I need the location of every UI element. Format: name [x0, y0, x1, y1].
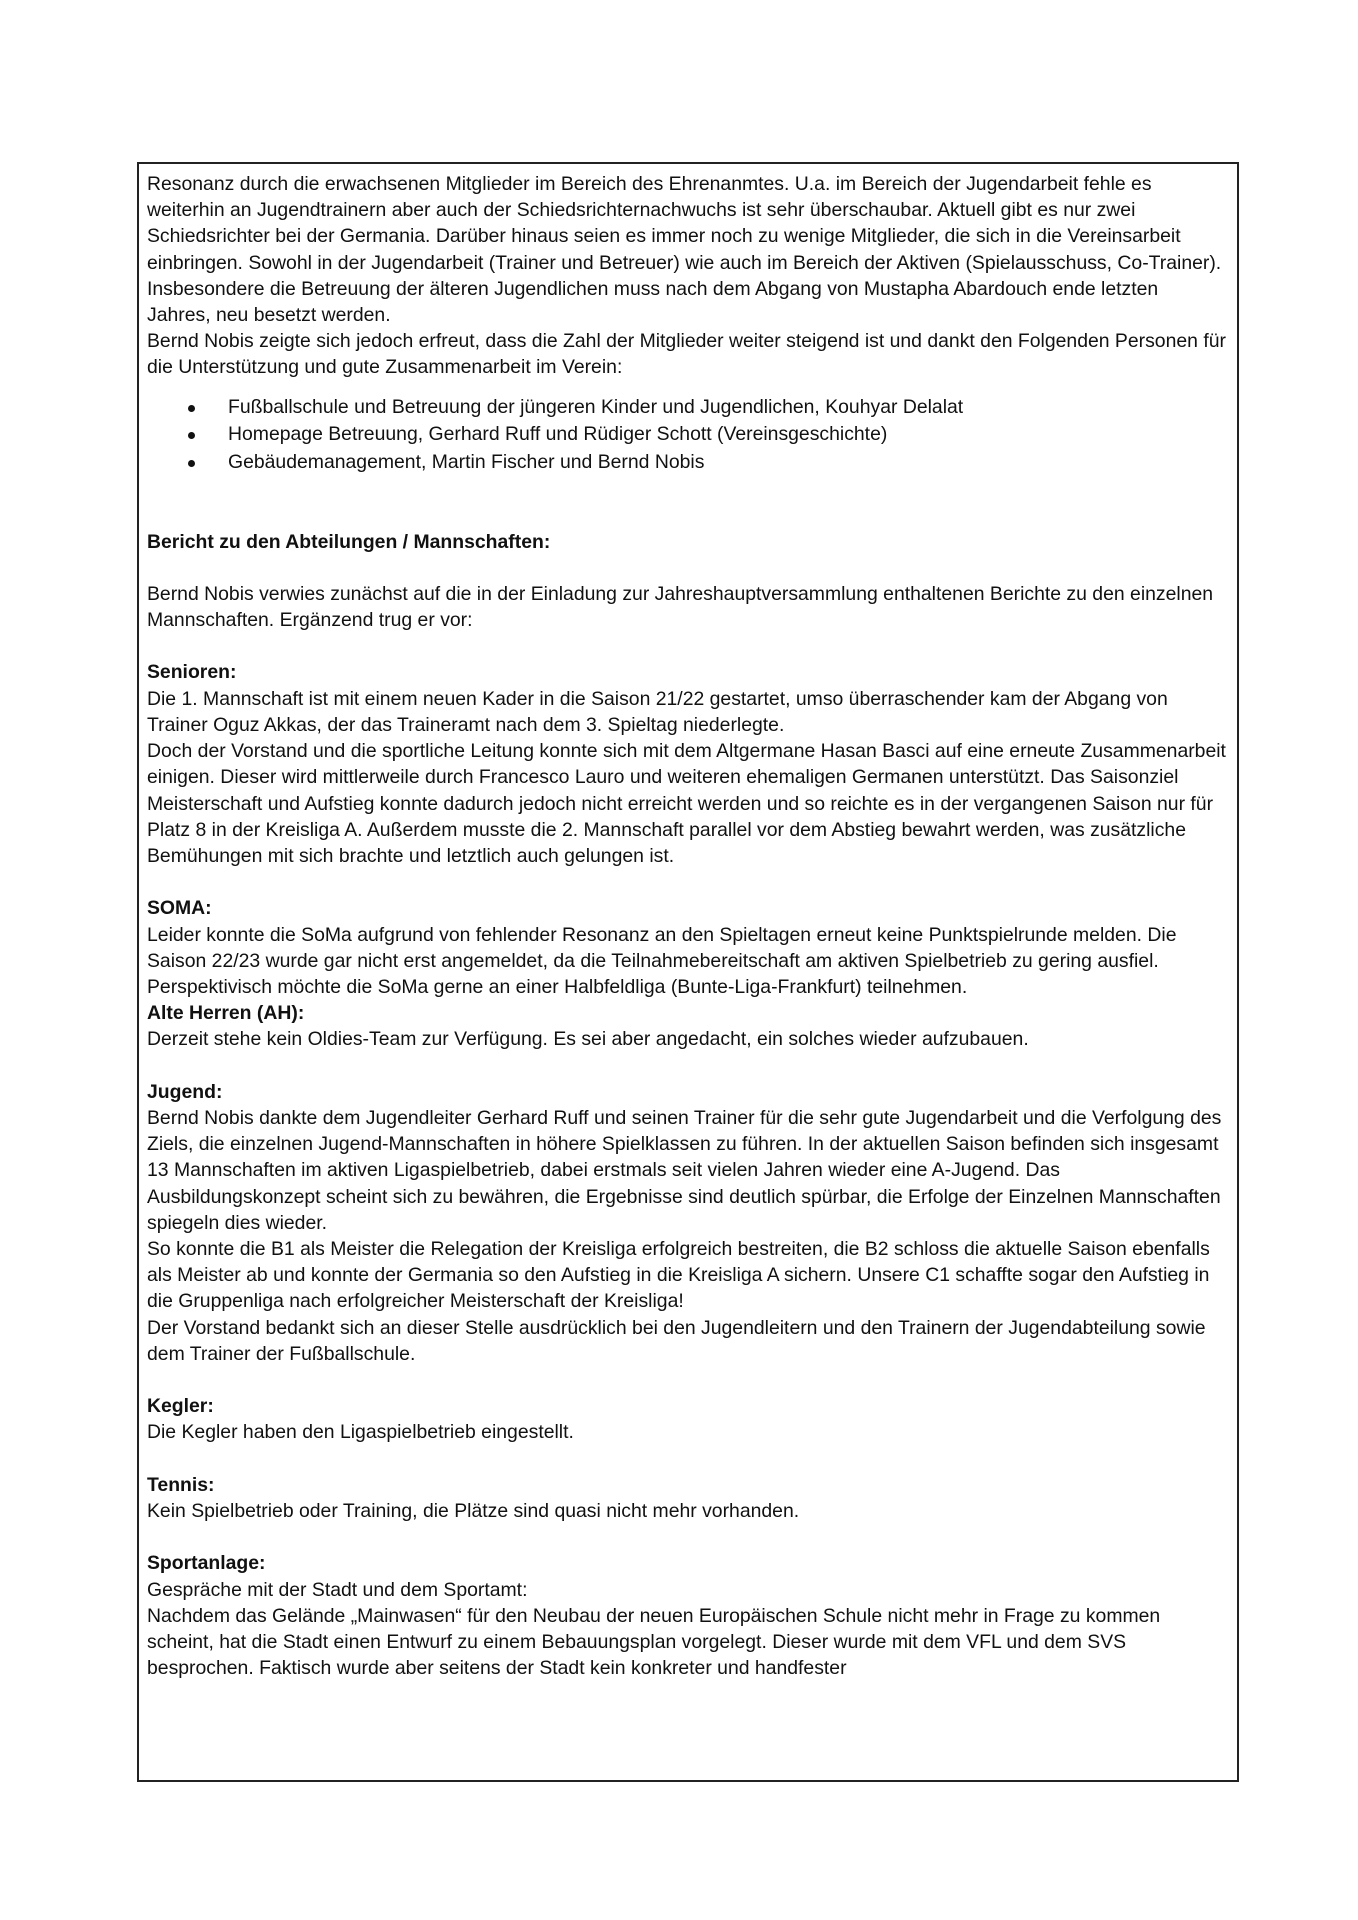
spacer — [147, 1524, 1227, 1550]
list-item — [147, 394, 1227, 422]
senioren-paragraph-1: Die 1. Mannschaft ist mit einem neuen Kader in die Saison 21/22 gestartet, umso überraschender kam der Abgang von Trainer Oguz Akkas, der das Traineramt nach dem 3. Spieltag niederlegte. — [147, 687, 1168, 736]
spacer — [147, 1053, 1227, 1079]
jugend-paragraph-3: Der Vorstand bedankt sich an dieser Stelle ausdrücklich bei den Jugendleitern und den Trainern der Jugendabteilung sowie dem Trainer der Fußballschule. — [147, 1316, 1206, 1365]
spacer — [147, 869, 1227, 895]
report-text: Bernd Nobis verwies zunächst auf die in der Einladung zur Jahreshauptversammlung enthaltenen Berichte zu den einzelnen Mannschaften. Ergänzend trug er vor: — [147, 582, 1214, 632]
list-item — [147, 421, 1227, 449]
bullet-icon — [188, 432, 195, 439]
senioren-heading: Senioren: — [147, 661, 237, 684]
spacer — [147, 1367, 1227, 1393]
bullet-icon — [188, 405, 195, 412]
tennis-paragraph: Kein Spielbetrieb oder Training, die Plätze sind quasi nicht mehr vorhanden. — [147, 1499, 800, 1522]
spacer — [147, 502, 1227, 528]
jugend-paragraph-2: So konnte die B1 als Meister die Relegation der Kreisliga erfolgreich bestreiten, die B2 schloss die aktuelle Saison ebenfalls als Meister ab und konnte der Germania so den Aufstieg in die Kreisliga A sichern. Unsere C1 schaffte sogar den Aufstieg in die Gruppenliga nach erfolgreicher Meisterschaft der Kreisliga! — [147, 1237, 1210, 1313]
kegler-heading: Kegler: — [147, 1395, 214, 1418]
list-item-text: Gebäudemanagement, Martin Fischer und Bernd Nobis — [228, 450, 705, 473]
sportanlage-paragraph-2: Nachdem das Gelände „Mainwasen“ für den Neubau der neuen Europäischen Schule nicht mehr in Frage zu kommen scheint, hat die Stadt einen Entwurf zu einem Bebauungsplan vorgelegt. Dieser wurde mit dem VFL und dem SVS besprochen. Faktisch wurde aber seitens der Stadt kein konkreter und handfester — [147, 1604, 1161, 1680]
soma-paragraph-2: Perspektivisch möchte die SoMa gerne an einer Halbfeldliga (Bunte-Liga-Frankfurt) teilnehmen. — [147, 975, 968, 998]
list-item — [147, 449, 1227, 477]
jugend-paragraph-1: Bernd Nobis dankte dem Jugendleiter Gerhard Ruff und seinen Trainer für die sehr gute Jugendarbeit und die Verfolgung des Ziels, die einzelnen Jugend-Mannschaften in höhere Spielklassen zu führen. In der aktuellen Saison befinden sich insgesamt 13 Mannschaften im aktiven Ligaspielbetrieb, dabei erstmals seit vielen Jahren wieder eine A-Jugend. Das Ausbildungskonzept scheint sich zu bewähren, die Ergebnisse sind deutlich spürbar, die Erfolge der Einzelnen Mannschaften spiegeln dies wieder. — [147, 1106, 1222, 1234]
jugend-heading: Jugend: — [147, 1080, 223, 1103]
spacer — [147, 1446, 1227, 1472]
spacer — [147, 633, 1227, 659]
ah-paragraph: Derzeit stehe kein Oldies-Team zur Verfügung. Es sei aber angedacht, ein solches wieder aufzubauen. — [147, 1028, 1029, 1051]
soma-heading: SOMA: — [147, 897, 212, 920]
list-item-text: Homepage Betreuung, Gerhard Ruff und Rüdiger Schott (Vereinsgeschichte) — [228, 423, 888, 446]
spacer — [147, 555, 1227, 581]
kegler-paragraph: Die Kegler haben den Ligaspielbetrieb eingestellt. — [147, 1421, 574, 1444]
ah-heading: Alte Herren (AH): — [147, 1002, 305, 1025]
intro-paragraph-2: Bernd Nobis zeigte sich jedoch erfreut, dass die Zahl der Mitglieder weiter steigend ist und dankt den Folgenden Personen für die Unterstützung und gute Zusammenarbeit im Verein: — [147, 330, 1226, 379]
soma-paragraph-1: Leider konnte die SoMa aufgrund von fehlender Resonanz an den Spieltagen erneut keine Punktspielrunde melden. Die Saison 22/23 wurde gar nicht erst angemeldet, da die Teilnahmebereitschaft am aktiven Spielbetrieb zu gering ausfiel. — [147, 923, 1177, 972]
list-item-text: Fußballschule und Betreuung der jüngeren Kinder und Jugendlichen, Kouhyar Delalat — [228, 395, 964, 418]
sportanlage-heading: Sportanlage: — [147, 1552, 266, 1575]
spacer — [147, 476, 1227, 502]
sportanlage-paragraph-1: Gespräche mit der Stadt und dem Sportamt: — [147, 1578, 528, 1601]
tennis-heading: Tennis: — [147, 1473, 215, 1496]
content-frame — [137, 162, 1239, 1782]
thanks-list — [147, 394, 1227, 477]
report-heading: Bericht zu den Abteilungen / Mannschaften: — [147, 530, 551, 553]
spacer — [147, 381, 1227, 394]
intro-paragraph-1: Resonanz durch die erwachsenen Mitglieder im Bereich des Ehrenanmtes. U.a. im Bereich der Jugendarbeit fehle es weiterhin an Jugendtrainern aber auch der Schiedsrichternachwuchs ist sehr überschaubar. Aktuell gibt es nur zwei Schiedsrichter bei der Germania. Darüber hinaus seien es immer noch zu wenige Mitglieder, die sich in die Vereinsarbeit einbringen. Sowohl in der Jugendarbeit (Trainer und Betreuer) wie auch im Bereich der Aktiven (Spielausschuss, Co-Trainer). Insbesondere die Betreuung der älteren Jugendlichen muss nach dem Abgang von Mustapha Abardouch ende letzten Jahres, neu besetzt werden. — [147, 173, 1222, 327]
senioren-paragraph-2: Doch der Vorstand und die sportliche Leitung konnte sich mit dem Altgermane Hasan Basci auf eine erneute Zusammenarbeit einigen. Dieser wird mittlerweile durch Francesco Lauro und weiteren ehemaligen Germanen unterstützt. Das Saisonziel Meisterschaft und Aufstieg konnte dadurch jedoch nicht erreicht werden und so reichte es in der vergangenen Saison nur für Platz 8 in der Kreisliga A. Außerdem musste die 2. Mannschaft parallel vor dem Abstieg bewahrt werden, was zusätzliche Bemühungen mit sich brachte und letztlich auch gelungen ist. — [147, 740, 1226, 867]
bullet-icon — [188, 460, 195, 467]
